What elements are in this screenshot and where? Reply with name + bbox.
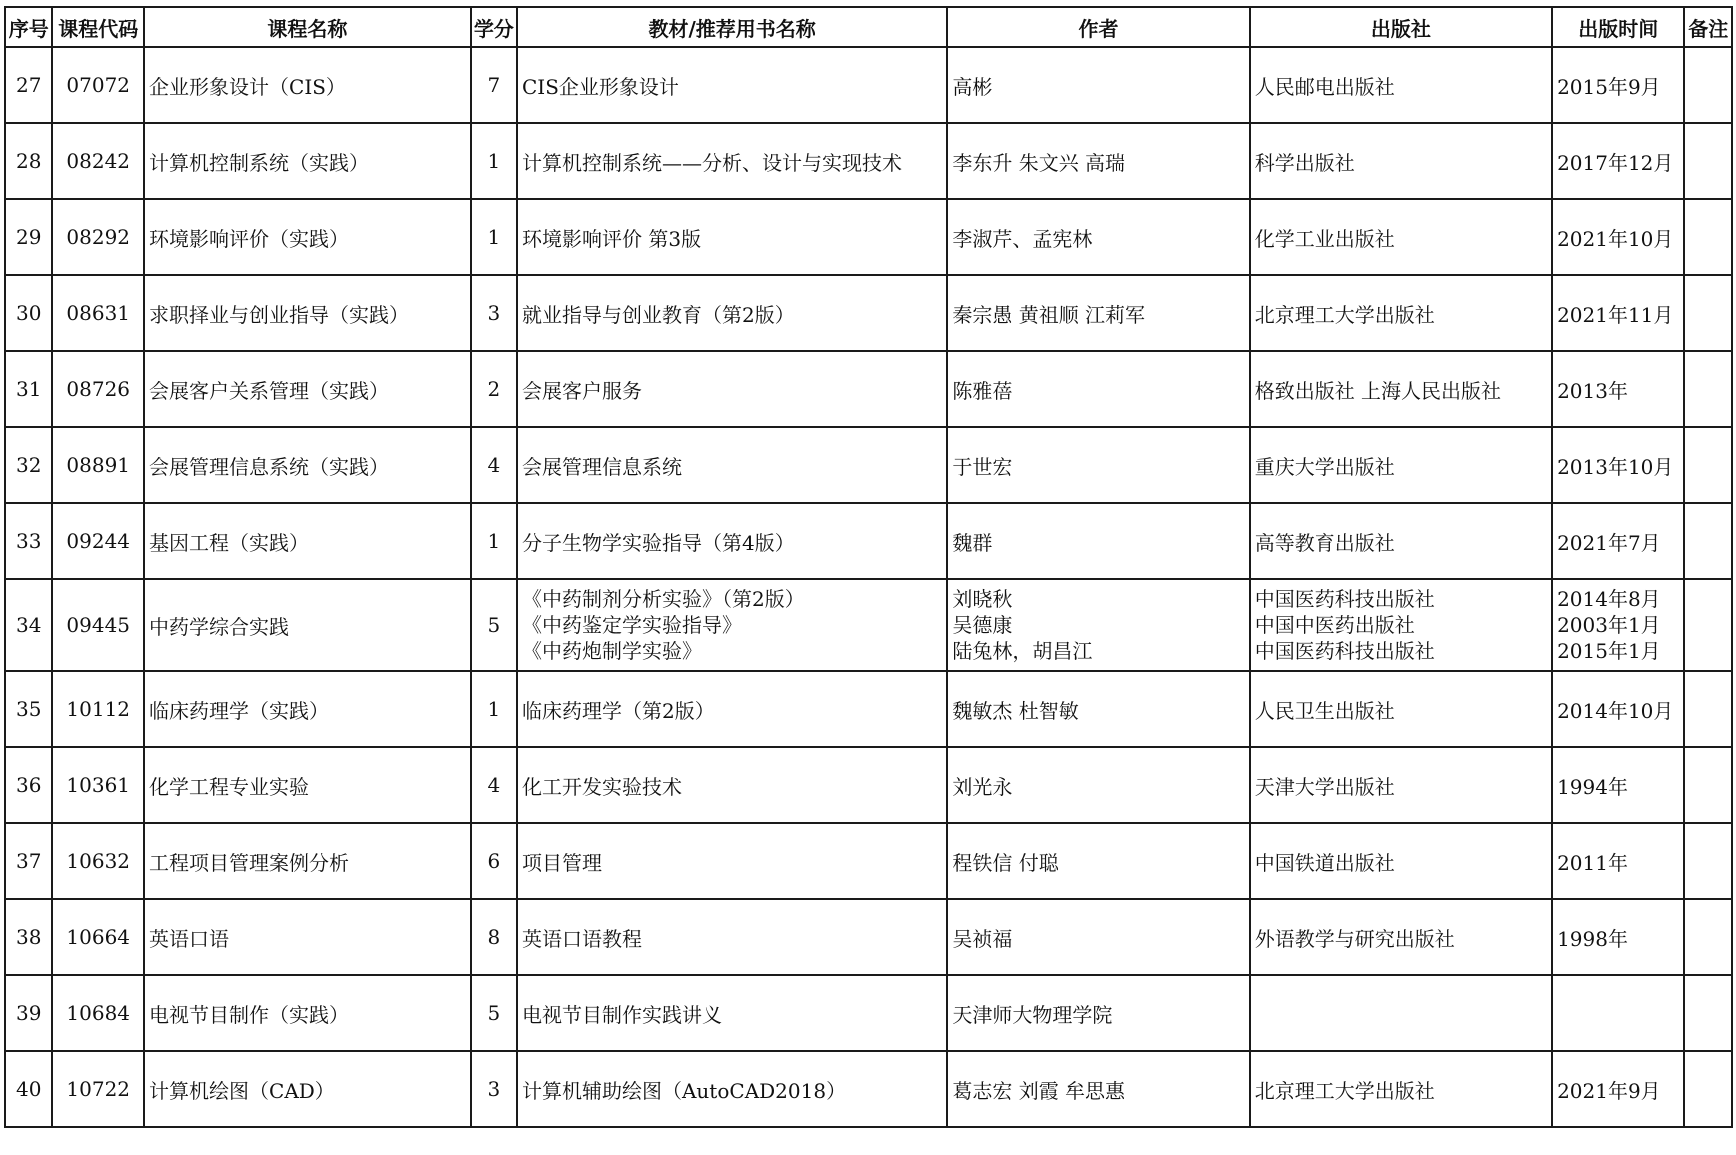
publisher-line: 中国医药科技出版社 bbox=[1254, 587, 1435, 611]
cell-publisher: 高等教育出版社 bbox=[1250, 503, 1552, 579]
cell-note bbox=[1684, 47, 1732, 123]
author-line: 吴德康 bbox=[952, 613, 1013, 637]
header-note: 备注 bbox=[1684, 7, 1732, 47]
cell-publisher: 人民卫生出版社 bbox=[1250, 671, 1552, 747]
cell-publish-date: 2021年10月 bbox=[1552, 199, 1684, 275]
cell-textbook: 英语口语教程 bbox=[517, 899, 947, 975]
table-row bbox=[5, 351, 1732, 427]
cell-course-name: 基因工程（实践） bbox=[144, 503, 471, 579]
cell-note bbox=[1684, 427, 1732, 503]
cell-author: 秦宗愚 黄祖顺 江莉军 bbox=[947, 275, 1249, 351]
cell-publish-date: 2013年 bbox=[1552, 351, 1684, 427]
cell-publish-date bbox=[1552, 975, 1684, 1051]
cell-note bbox=[1684, 503, 1732, 579]
date-line: 2015年1月 bbox=[1557, 639, 1661, 663]
cell-author: 高彬 bbox=[947, 47, 1249, 123]
cell-course-name: 会展客户关系管理（实践） bbox=[144, 351, 471, 427]
table-row bbox=[5, 579, 1732, 671]
cell-credit: 5 bbox=[471, 975, 517, 1051]
cell-publish-date: 2017年12月 bbox=[1552, 123, 1684, 199]
cell-note bbox=[1684, 747, 1732, 823]
cell-credit: 1 bbox=[471, 671, 517, 747]
cell-author bbox=[947, 579, 1249, 671]
table-row bbox=[5, 899, 1732, 975]
cell-publisher: 人民邮电出版社 bbox=[1250, 47, 1552, 123]
table-row bbox=[5, 823, 1732, 899]
cell-credit: 3 bbox=[471, 275, 517, 351]
cell-publisher: 外语教学与研究出版社 bbox=[1250, 899, 1552, 975]
cell-no: 31 bbox=[5, 351, 52, 427]
cell-course-code: 10722 bbox=[52, 1051, 144, 1127]
cell-author: 天津师大物理学院 bbox=[947, 975, 1249, 1051]
cell-publish-date: 2011年 bbox=[1552, 823, 1684, 899]
cell-author: 葛志宏 刘霞 牟思惠 bbox=[947, 1051, 1249, 1127]
cell-publisher: 北京理工大学出版社 bbox=[1250, 1051, 1552, 1127]
header-course-code: 课程代码 bbox=[52, 7, 144, 47]
cell-publisher: 化学工业出版社 bbox=[1250, 199, 1552, 275]
cell-credit: 4 bbox=[471, 747, 517, 823]
cell-course-code: 08292 bbox=[52, 199, 144, 275]
header-credit: 学分 bbox=[471, 7, 517, 47]
table-row bbox=[5, 747, 1732, 823]
author-line: 刘晓秋 bbox=[952, 587, 1013, 611]
cell-textbook: 会展客户服务 bbox=[517, 351, 947, 427]
cell-note bbox=[1684, 351, 1732, 427]
cell-publisher: 中国铁道出版社 bbox=[1250, 823, 1552, 899]
cell-no: 27 bbox=[5, 47, 52, 123]
cell-note bbox=[1684, 123, 1732, 199]
cell-textbook: 会展管理信息系统 bbox=[517, 427, 947, 503]
cell-course-code: 10684 bbox=[52, 975, 144, 1051]
date-line: 2003年1月 bbox=[1557, 613, 1661, 637]
cell-publish-date: 2021年7月 bbox=[1552, 503, 1684, 579]
cell-textbook: 计算机辅助绘图（AutoCAD2018） bbox=[517, 1051, 947, 1127]
cell-author: 魏敏杰 杜智敏 bbox=[947, 671, 1249, 747]
textbook-line: 《中药炮制学实验》 bbox=[521, 639, 702, 663]
cell-textbook: 项目管理 bbox=[517, 823, 947, 899]
cell-textbook: 就业指导与创业教育（第2版） bbox=[517, 275, 947, 351]
cell-author: 刘光永 bbox=[947, 747, 1249, 823]
header-course-name: 课程名称 bbox=[144, 7, 471, 47]
cell-credit: 8 bbox=[471, 899, 517, 975]
cell-no: 34 bbox=[5, 579, 52, 671]
cell-no: 39 bbox=[5, 975, 52, 1051]
cell-publish-date: 2013年10月 bbox=[1552, 427, 1684, 503]
cell-no: 40 bbox=[5, 1051, 52, 1127]
header-publish-date: 出版时间 bbox=[1552, 7, 1684, 47]
cell-publisher: 重庆大学出版社 bbox=[1250, 427, 1552, 503]
table-row bbox=[5, 199, 1732, 275]
header-no: 序号 bbox=[5, 7, 52, 47]
textbook-line: 《中药鉴定学实验指导》 bbox=[521, 613, 742, 637]
cell-author: 于世宏 bbox=[947, 427, 1249, 503]
cell-course-code: 08242 bbox=[52, 123, 144, 199]
table-row bbox=[5, 47, 1732, 123]
cell-course-name: 电视节目制作（实践） bbox=[144, 975, 471, 1051]
cell-publisher: 北京理工大学出版社 bbox=[1250, 275, 1552, 351]
cell-course-code: 10361 bbox=[52, 747, 144, 823]
cell-textbook: CIS企业形象设计 bbox=[517, 47, 947, 123]
cell-publisher bbox=[1250, 975, 1552, 1051]
cell-credit: 1 bbox=[471, 503, 517, 579]
cell-credit: 5 bbox=[471, 579, 517, 671]
header-textbook: 教材/推荐用书名称 bbox=[517, 7, 947, 47]
table-row bbox=[5, 975, 1732, 1051]
table-row bbox=[5, 275, 1732, 351]
cell-textbook bbox=[517, 579, 947, 671]
cell-course-name: 化学工程专业实验 bbox=[144, 747, 471, 823]
cell-note bbox=[1684, 823, 1732, 899]
cell-author: 陈雅蓓 bbox=[947, 351, 1249, 427]
cell-publish-date: 1994年 bbox=[1552, 747, 1684, 823]
date-line: 2014年8月 bbox=[1557, 587, 1661, 611]
cell-note bbox=[1684, 579, 1732, 671]
table-row bbox=[5, 123, 1732, 199]
cell-credit: 1 bbox=[471, 123, 517, 199]
cell-course-code: 10112 bbox=[52, 671, 144, 747]
cell-textbook: 电视节目制作实践讲义 bbox=[517, 975, 947, 1051]
cell-author: 李淑芹、孟宪林 bbox=[947, 199, 1249, 275]
cell-note bbox=[1684, 275, 1732, 351]
cell-publisher: 科学出版社 bbox=[1250, 123, 1552, 199]
cell-course-code: 09244 bbox=[52, 503, 144, 579]
cell-note bbox=[1684, 671, 1732, 747]
cell-no: 30 bbox=[5, 275, 52, 351]
cell-author: 吴祯福 bbox=[947, 899, 1249, 975]
cell-course-code: 08726 bbox=[52, 351, 144, 427]
cell-publish-date: 2014年10月 bbox=[1552, 671, 1684, 747]
cell-course-code: 10632 bbox=[52, 823, 144, 899]
cell-textbook: 化工开发实验技术 bbox=[517, 747, 947, 823]
cell-course-code: 09445 bbox=[52, 579, 144, 671]
cell-credit: 7 bbox=[471, 47, 517, 123]
cell-author: 魏群 bbox=[947, 503, 1249, 579]
cell-course-name: 求职择业与创业指导（实践） bbox=[144, 275, 471, 351]
cell-no: 38 bbox=[5, 899, 52, 975]
cell-note bbox=[1684, 1051, 1732, 1127]
cell-no: 35 bbox=[5, 671, 52, 747]
cell-no: 29 bbox=[5, 199, 52, 275]
course-textbook-table bbox=[4, 6, 1733, 1128]
publisher-line: 中国医药科技出版社 bbox=[1254, 639, 1435, 663]
cell-credit: 3 bbox=[471, 1051, 517, 1127]
cell-course-name: 会展管理信息系统（实践） bbox=[144, 427, 471, 503]
cell-no: 32 bbox=[5, 427, 52, 503]
cell-textbook: 计算机控制系统——分析、设计与实现技术 bbox=[517, 123, 947, 199]
cell-publish-date: 2021年11月 bbox=[1552, 275, 1684, 351]
cell-textbook: 环境影响评价 第3版 bbox=[517, 199, 947, 275]
cell-course-name: 计算机绘图（CAD） bbox=[144, 1051, 471, 1127]
cell-course-name: 工程项目管理案例分析 bbox=[144, 823, 471, 899]
cell-publisher: 天津大学出版社 bbox=[1250, 747, 1552, 823]
cell-credit: 4 bbox=[471, 427, 517, 503]
cell-course-code: 10664 bbox=[52, 899, 144, 975]
cell-course-name: 计算机控制系统（实践） bbox=[144, 123, 471, 199]
cell-author: 李东升 朱文兴 高瑞 bbox=[947, 123, 1249, 199]
cell-credit: 6 bbox=[471, 823, 517, 899]
cell-publish-date bbox=[1552, 579, 1684, 671]
cell-credit: 2 bbox=[471, 351, 517, 427]
cell-course-name: 环境影响评价（实践） bbox=[144, 199, 471, 275]
header-author: 作者 bbox=[947, 7, 1249, 47]
cell-no: 37 bbox=[5, 823, 52, 899]
cell-publish-date: 2021年9月 bbox=[1552, 1051, 1684, 1127]
header-row bbox=[5, 7, 1732, 47]
cell-publish-date: 1998年 bbox=[1552, 899, 1684, 975]
cell-no: 28 bbox=[5, 123, 52, 199]
cell-course-code: 08891 bbox=[52, 427, 144, 503]
author-line: 陆兔林，胡昌江 bbox=[952, 639, 1093, 663]
cell-course-code: 08631 bbox=[52, 275, 144, 351]
cell-textbook: 临床药理学（第2版） bbox=[517, 671, 947, 747]
cell-publisher: 格致出版社 上海人民出版社 bbox=[1250, 351, 1552, 427]
cell-publish-date: 2015年9月 bbox=[1552, 47, 1684, 123]
cell-course-name: 英语口语 bbox=[144, 899, 471, 975]
cell-no: 36 bbox=[5, 747, 52, 823]
header-publisher: 出版社 bbox=[1250, 7, 1552, 47]
cell-textbook: 分子生物学实验指导（第4版） bbox=[517, 503, 947, 579]
cell-publisher bbox=[1250, 579, 1552, 671]
cell-course-name: 临床药理学（实践） bbox=[144, 671, 471, 747]
cell-note bbox=[1684, 899, 1732, 975]
cell-no: 33 bbox=[5, 503, 52, 579]
cell-credit: 1 bbox=[471, 199, 517, 275]
cell-course-name: 企业形象设计（CIS） bbox=[144, 47, 471, 123]
cell-note bbox=[1684, 199, 1732, 275]
table-row bbox=[5, 671, 1732, 747]
publisher-line: 中国中医药出版社 bbox=[1254, 613, 1415, 637]
table-row bbox=[5, 1051, 1732, 1127]
table-row bbox=[5, 503, 1732, 579]
cell-author: 程铁信 付聪 bbox=[947, 823, 1249, 899]
table-row bbox=[5, 427, 1732, 503]
cell-note bbox=[1684, 975, 1732, 1051]
textbook-line: 《中药制剂分析实验》（第2版） bbox=[521, 587, 805, 611]
cell-course-code: 07072 bbox=[52, 47, 144, 123]
cell-course-name: 中药学综合实践 bbox=[144, 579, 471, 671]
